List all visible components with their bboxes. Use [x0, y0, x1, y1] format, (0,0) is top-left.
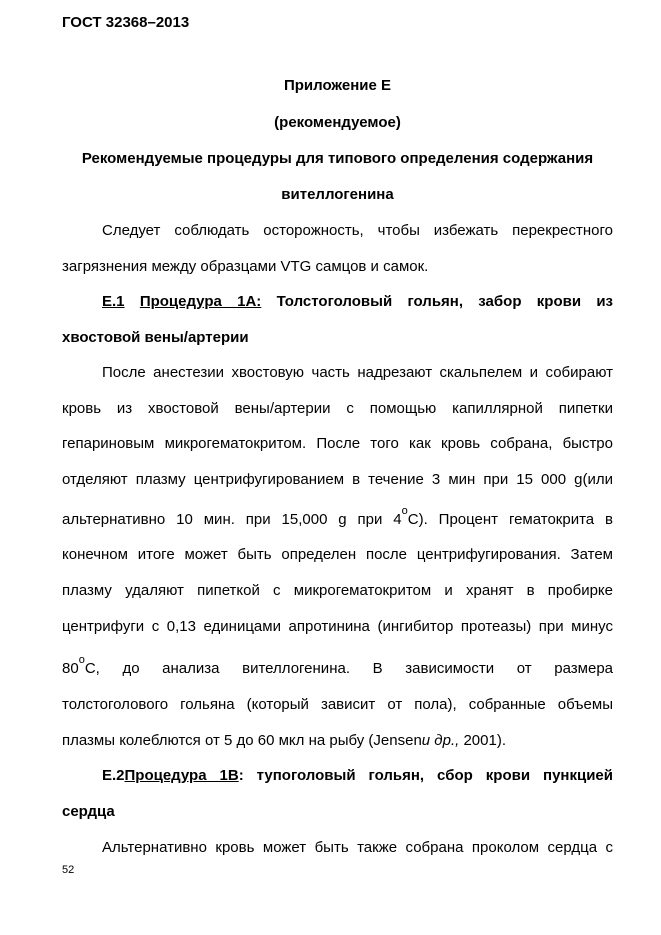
text-segment: 80	[62, 660, 79, 677]
paragraph-line: плазму удаляют пипеткой с микрогематокритом и хранят в пробирке	[62, 582, 613, 599]
section-e1-title-line2: хвостовой вены/артерии	[62, 329, 249, 346]
degree-sign: o	[78, 654, 85, 666]
section-e2-title: : тупоголовый гольян, сбор крови пункцией	[238, 767, 613, 784]
document-header: ГОСТ 32368–2013	[62, 14, 190, 31]
citation-italic: и др.,	[421, 732, 460, 749]
appendix-heading-line1: Рекомендуемые процедуры для типового определения содержания	[81, 150, 594, 167]
section-e1-title: Толстоголовый гольян, забор крови из	[276, 293, 614, 310]
appendix-title: Приложение Е	[283, 77, 392, 94]
degree-sign: o	[401, 505, 408, 517]
appendix-heading-line2: вителлогенина	[281, 186, 394, 203]
section-e2-heading	[102, 767, 613, 784]
text-segment: 2001).	[459, 732, 506, 749]
paragraph-line: отделяют плазму центрифугированием в течение 3 мин при 15 000 g(или	[62, 471, 613, 488]
paragraph-line: центрифуги с 0,13 единицами апротинина (ингибитор протеазы) при минус	[62, 618, 613, 635]
paragraph-line	[62, 732, 613, 749]
section-e1-procedure: Процедура 1А:	[139, 293, 262, 310]
paragraph-line	[62, 654, 613, 677]
paragraph-line: конечном итоге может быть определен после центрифугирования. Затем	[62, 546, 613, 563]
section-e1-number: Е.1	[102, 293, 125, 310]
text-segment: С). Процент гематокрита в	[407, 511, 613, 528]
text-segment: С, до анализа вителлогенина. В зависимости от размера	[84, 660, 613, 677]
paragraph-line: Альтернативно кровь может быть также собрана проколом сердца с	[102, 839, 613, 856]
paragraph-line: толстоголового гольяна (который зависит от пола), собранные объемы	[62, 696, 613, 713]
appendix-status: (рекомендуемое)	[274, 114, 401, 131]
section-e2-number: Е.2	[102, 767, 125, 784]
paragraph-line: гепариновым микрогематокритом. После того как кровь собрана, быстро	[62, 435, 613, 452]
section-e2-title-line2: сердца	[62, 803, 115, 820]
paragraph-line: кровь из хвостовой вены/артерии с помощью капиллярной пипетки	[62, 400, 613, 417]
paragraph-line	[62, 505, 613, 528]
text-segment: альтернативно 10 мин. при 15,000 g при 4	[62, 511, 402, 528]
section-e1-heading	[102, 293, 613, 310]
text-segment: плазмы колеблются от 5 до 60 мкл на рыбу (Jensen	[62, 732, 422, 749]
intro-line: Следует соблюдать осторожность, чтобы избежать перекрестного	[102, 222, 613, 239]
paragraph-line: После анестезии хвостовую часть надрезают скальпелем и собирают	[102, 364, 613, 381]
section-e2-procedure: Процедура 1В	[124, 767, 239, 784]
page-number: 52	[62, 864, 75, 876]
intro-line: загрязнения между образцами VTG самцов и самок.	[62, 258, 429, 275]
